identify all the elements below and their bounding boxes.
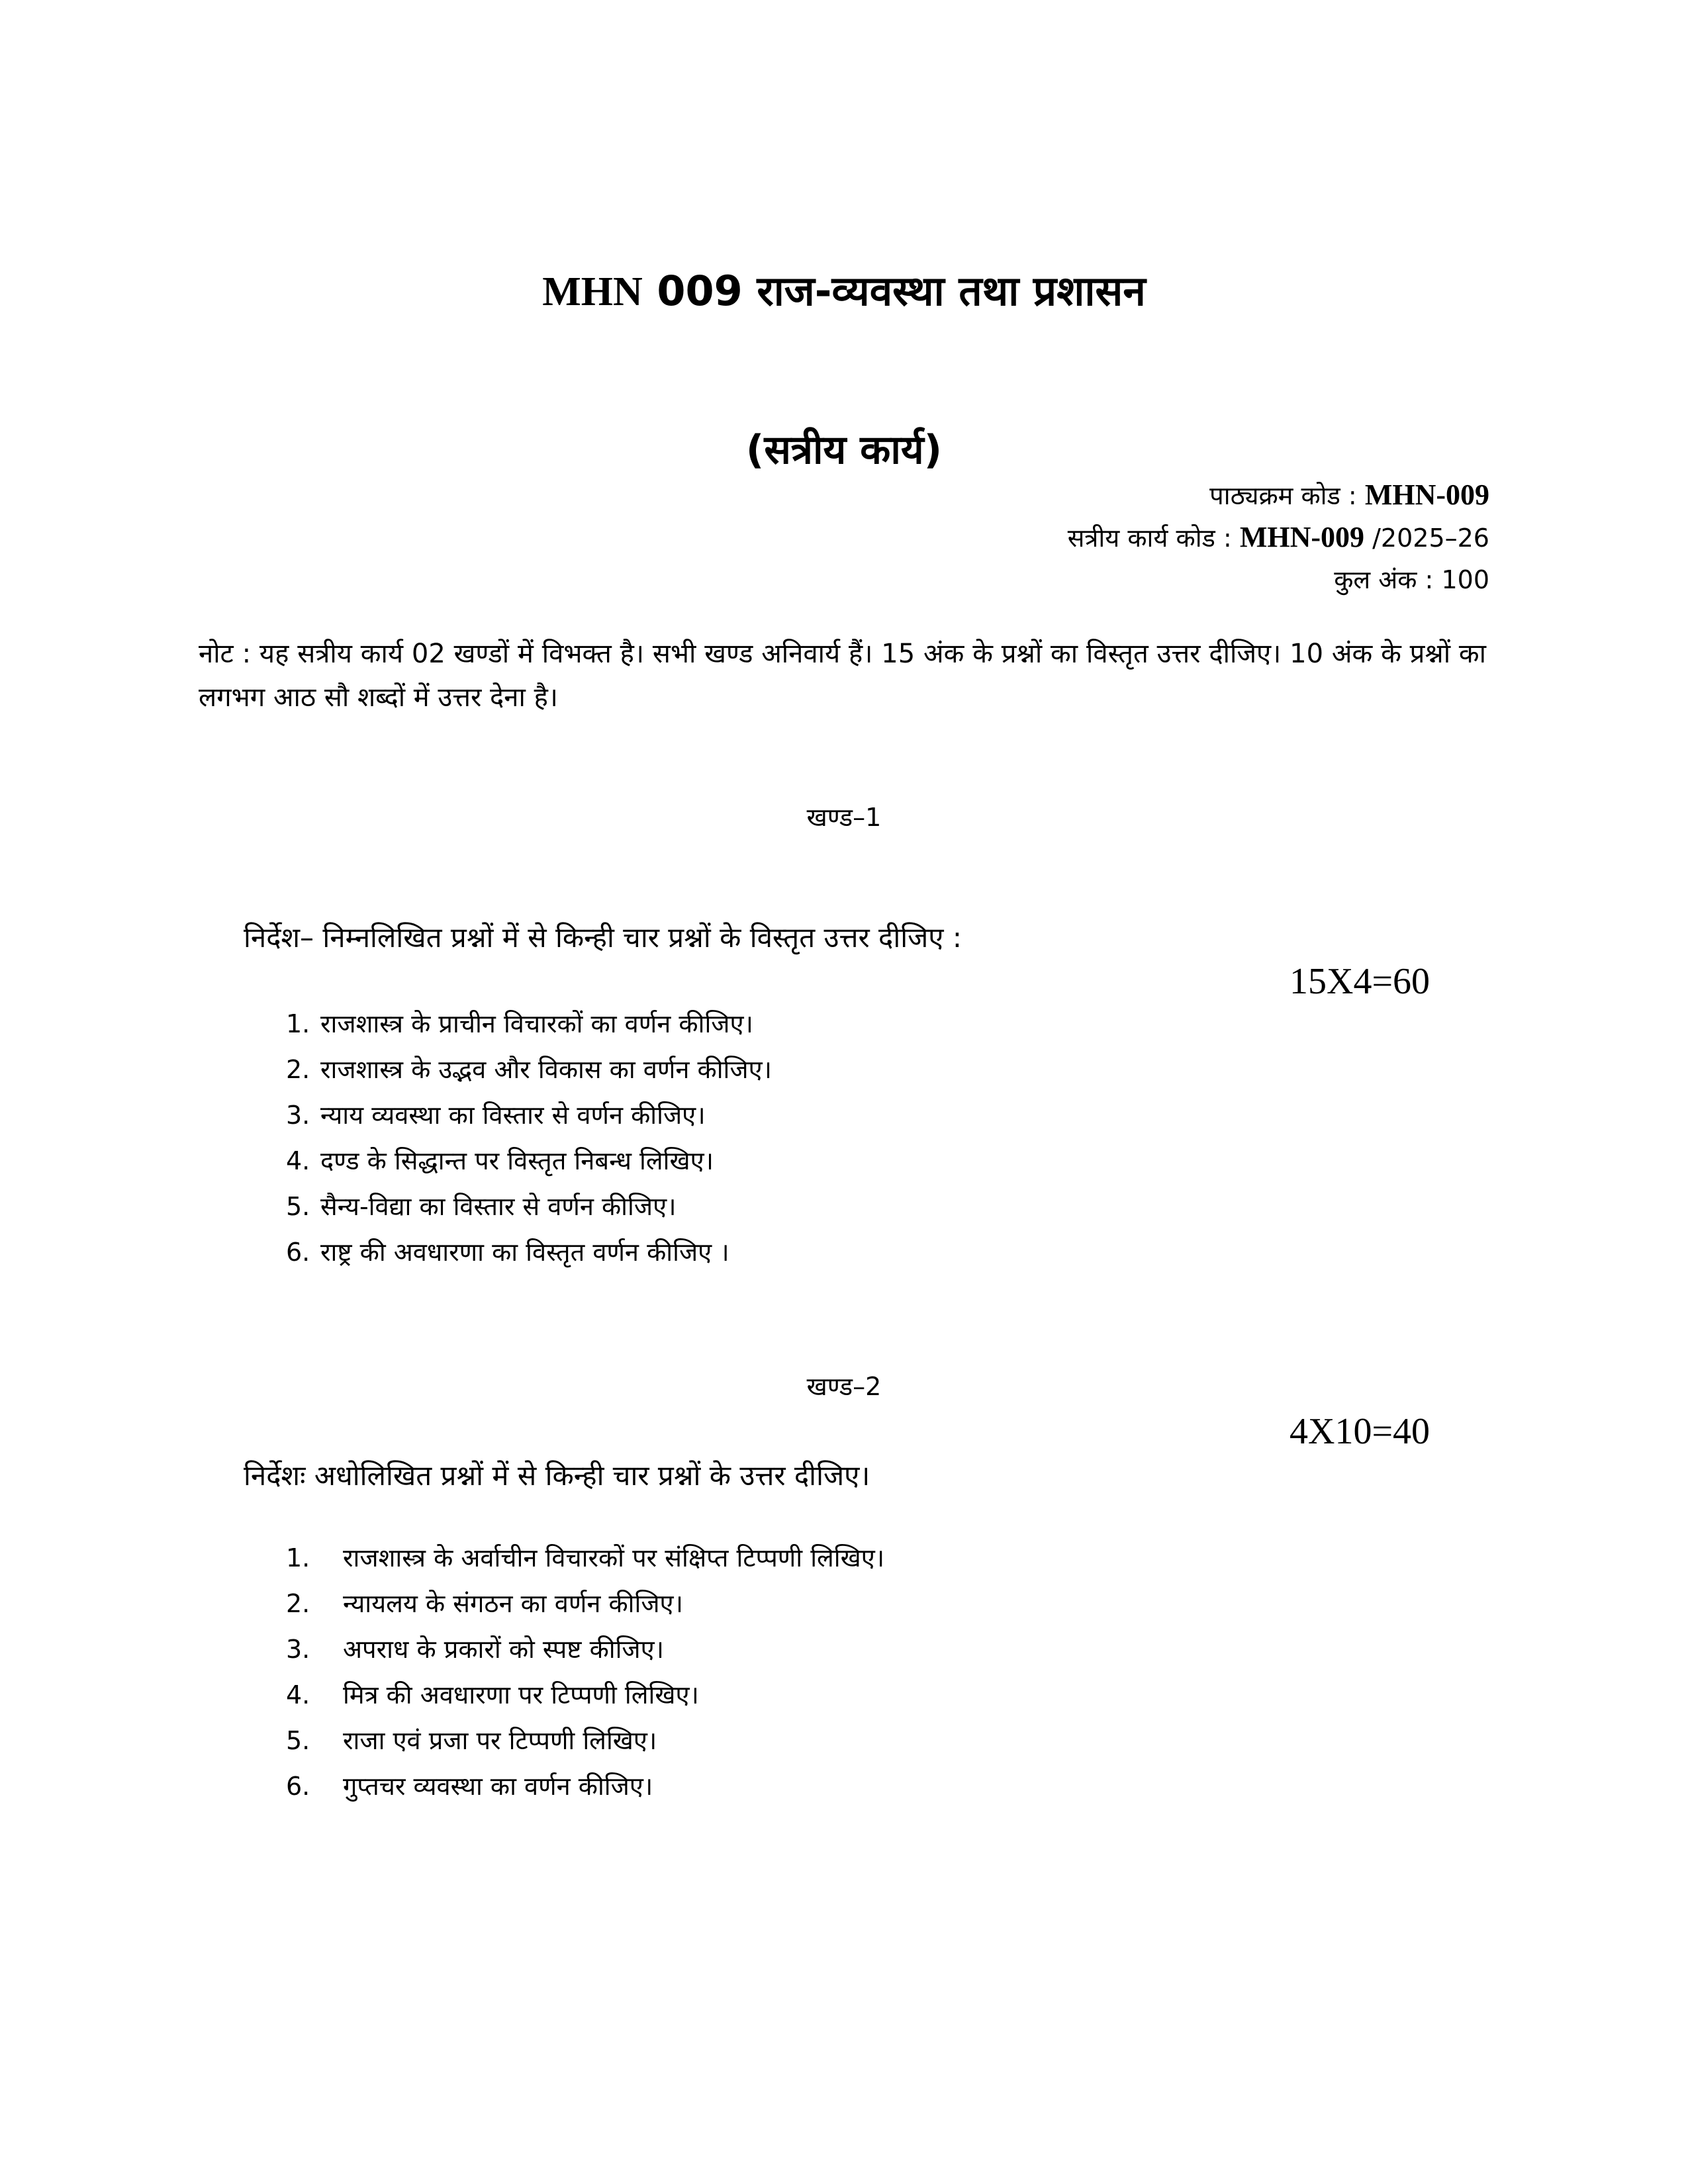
assignment-code-line xyxy=(1068,518,1489,558)
section-1-direction: निर्देश– निम्नलिखित प्रश्नों में से किन्ही चार प्रश्नों के विस्तृत उत्तर दीजिए : xyxy=(244,921,962,954)
assignment-code-label: सत्रीय कार्य कोड : xyxy=(1067,523,1232,553)
list-item xyxy=(286,1672,884,1718)
course-code-label: पाठ्यक्रम कोड : xyxy=(1209,481,1357,510)
question-text: गुप्तचर व्यवस्था का वर्णन कीजिए। xyxy=(343,1772,653,1801)
assignment-code-value: MHN-009 xyxy=(1239,521,1365,553)
title-code-letters: MHN xyxy=(542,269,643,314)
course-code-line xyxy=(1209,475,1489,516)
question-text: राष्ट्र की अवधारणा का विस्तृत वर्णन कीजिए । xyxy=(320,1238,729,1267)
course-code-value: MHN-009 xyxy=(1364,478,1489,511)
page-title xyxy=(0,265,1688,318)
question-text: न्याय व्यवस्था का विस्तार से वर्णन कीजिए। xyxy=(320,1101,706,1130)
section-1-question-list xyxy=(286,1001,772,1275)
total-marks-line xyxy=(1334,560,1489,600)
question-text: अपराध के प्रकारों को स्पष्ट कीजिए। xyxy=(343,1635,665,1664)
list-item xyxy=(286,1627,884,1672)
question-number: 4. xyxy=(286,1680,310,1709)
assignment-code-session: /2025–26 xyxy=(1372,523,1489,553)
list-item xyxy=(286,1581,884,1627)
question-number: 3. xyxy=(286,1101,310,1130)
section-2-marks: 4X10=40 xyxy=(1289,1411,1430,1452)
question-text: राजशास्त्र के अर्वाचीन विचारकों पर संक्षिप्त टिप्पणी लिखिए। xyxy=(343,1543,885,1572)
question-number: 3. xyxy=(286,1635,310,1664)
question-text: दण्ड के सिद्धान्त पर विस्तृत निबन्ध लिखिए। xyxy=(320,1146,714,1175)
list-item xyxy=(286,1764,884,1809)
list-item xyxy=(286,1093,772,1138)
list-item xyxy=(286,1184,772,1230)
question-text: राजा एवं प्रजा पर टिप्पणी लिखिए। xyxy=(343,1726,657,1755)
list-item xyxy=(286,1535,884,1581)
title-code-number: 009 xyxy=(657,267,743,315)
list-item xyxy=(286,1001,772,1047)
question-number: 6. xyxy=(286,1772,310,1801)
question-text: राजशास्त्र के प्राचीन विचारकों का वर्णन कीजिए। xyxy=(320,1009,753,1038)
section-1-marks: 15X4=60 xyxy=(1289,961,1430,1002)
question-number: 5. xyxy=(286,1192,310,1221)
question-number: 6. xyxy=(286,1238,310,1267)
question-number: 4. xyxy=(286,1146,310,1175)
question-number: 1. xyxy=(286,1543,310,1572)
total-marks-label: कुल अंक : xyxy=(1334,565,1434,594)
title-text: राज-व्यवस्था तथा प्रशासन xyxy=(757,267,1146,315)
list-item xyxy=(286,1718,884,1764)
question-text: न्यायलय के संगठन का वर्णन कीजिए। xyxy=(343,1589,683,1618)
page-subtitle: (सत्रीय कार्य) xyxy=(745,427,943,473)
section-2-question-list xyxy=(286,1535,884,1809)
note-paragraph: नोट : यह सत्रीय कार्य 02 खण्डों में विभक्त है। सभी खण्ड अनिवार्य हैं। 15 अंक के प्रश्नों का विस्तृत उत्तर दीजिए। 10 अंक के प्रश्नों का लगभग आठ सौ शब्दों में उत्तर देना है। xyxy=(199,639,1486,713)
question-number: 5. xyxy=(286,1726,310,1755)
question-number: 1. xyxy=(286,1009,310,1038)
question-text: मित्र की अवधारणा पर टिप्पणी लिखिए। xyxy=(343,1680,699,1709)
section-1-heading: खण्ड–1 xyxy=(806,803,882,832)
list-item xyxy=(286,1047,772,1093)
total-marks-value: 100 xyxy=(1441,565,1489,594)
section-2-direction: निर्देशः अधोलिखित प्रश्नों में से किन्ही चार प्रश्नों के उत्तर दीजिए। xyxy=(244,1459,870,1492)
list-item xyxy=(286,1230,772,1275)
question-text: सैन्य-विद्या का विस्तार से वर्णन कीजिए। xyxy=(320,1192,677,1221)
question-number: 2. xyxy=(286,1589,310,1618)
question-text: राजशास्त्र के उद्भव और विकास का वर्णन कीजिए। xyxy=(320,1055,772,1084)
list-item xyxy=(286,1138,772,1184)
section-2-heading: खण्ड–2 xyxy=(806,1372,882,1401)
question-number: 2. xyxy=(286,1055,310,1084)
